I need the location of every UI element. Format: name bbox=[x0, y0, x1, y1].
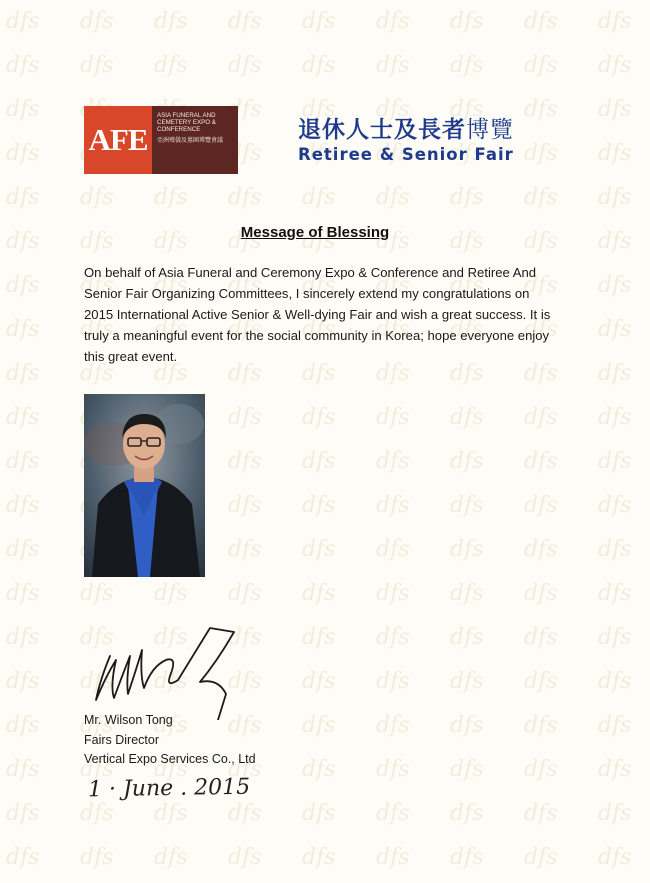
handwritten-signature bbox=[86, 620, 246, 720]
signatory-company: Vertical Expo Services Co., Ltd bbox=[84, 752, 256, 766]
afe-logo-name-zh: 亞洲殯儀及墓園博覽會議 bbox=[157, 136, 224, 144]
signatory-position: Fairs Director bbox=[84, 732, 160, 747]
portrait-image bbox=[84, 394, 205, 577]
afe-logo-text bbox=[152, 106, 238, 174]
retiree-senior-fair-logo bbox=[298, 117, 518, 164]
signatory-block bbox=[84, 711, 256, 770]
fair-logo-zh-bold: 退休人士及長者 bbox=[298, 117, 466, 143]
afe-logo bbox=[84, 106, 238, 174]
afe-logo-name-en: ASIA FUNERAL AND CEMETERY EXPO & CONFERENCE bbox=[157, 112, 216, 134]
signatory-photo bbox=[84, 394, 205, 577]
fair-logo-name-en: Retiree & Senior Fair bbox=[298, 145, 514, 164]
letter-body: On behalf of Asia Funeral and Ceremony Expo & Conference and Retiree And Senior Fair Organizing Committees, I sincerely extend my congratulations on 2015 International Active Senior & Well-dying Fair and wish a great success. It is truly a meaningful event for the social community in Korea; hope everyone enjoy this great event. bbox=[84, 265, 551, 364]
signatory-name: Mr. Wilson Tong bbox=[84, 713, 173, 727]
handwritten-date: 1 · June . 2015 bbox=[87, 774, 251, 803]
afe-logo-mark: AFE bbox=[84, 106, 152, 174]
letter-title: Message of Blessing bbox=[240, 224, 390, 241]
fair-logo-zh-thin: 博覽 bbox=[466, 117, 514, 143]
fair-logo-name-zh bbox=[298, 117, 518, 143]
